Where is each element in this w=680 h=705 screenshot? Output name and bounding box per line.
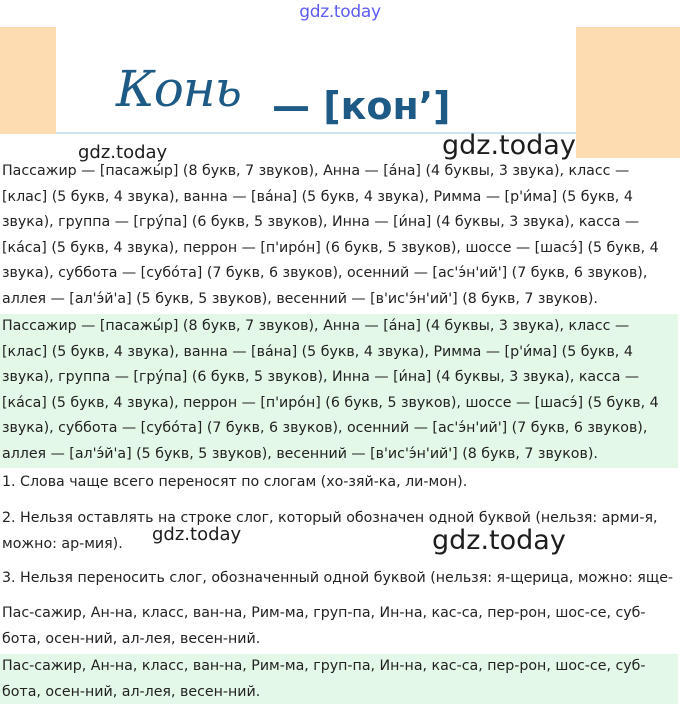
- paragraph-hyphenation: Пас-сажир, Ан-на, класс, ван-на, Рим-ма, груп-па, Ин-на, кас-са, пер-рон, шос-се, суб-бота, осен-ний, ал-лея, весен-ний.: [2, 605, 646, 647]
- decorative-peach-block-left: [0, 27, 56, 134]
- rule-1: 1. Слова чаще всего переносят по слогам (хо-зяй-ка, ли-мон).: [2, 474, 468, 490]
- rule-2: 2. Нельзя оставлять на строке слог, который обозначен одной буквой (нельзя: арми-я, можно: ар-мия).: [2, 510, 658, 552]
- rule-3: 3. Нельзя переносить слог, обозначенный одной буквой (нельзя: я-щерица, можно: яще-: [2, 570, 674, 586]
- title-script-word: Конь: [116, 60, 241, 118]
- watermark-top: gdz.today: [299, 2, 381, 22]
- watermark-header-large: gdz.today: [442, 130, 576, 161]
- watermark-mid-small: gdz.today: [152, 524, 242, 545]
- decorative-peach-block-right: [576, 27, 680, 158]
- watermark-mid-large: gdz.today: [432, 525, 566, 556]
- watermark-header-small: gdz.today: [78, 142, 168, 163]
- paragraph-transcriptions: Пассажир — [пасажы́р] (8 букв, 7 звуков), Анна — [а́на] (4 буквы, 3 звука), класс — [клас] (5 букв, 4 звука), ванна — [ва́на] (5 букв, 4 звука), Римма — [р'и́ма] (5 букв, 4 звука), группа — [гру́па] (6 букв, 5 звуков), Инна — [и́на] (4 буквы, 3 звука), касса — [ка́са] (5 букв, 4 звука), перрон — [п'иро́н] (6 букв, 5 звуков), шоссе — [шасэ́] (5 букв, 4 звука), суббота — [субо́та] (7 букв, 6 звуков), осенний — [ас'э́н'ий'] (7 букв, 6 звуков), аллея — [ал'э́й'а] (5 букв, 5 звуков), весенний — [в'ис'э́н'ий'] (8 букв, 7 звуков).: [2, 163, 659, 307]
- title-transcription: — [кон’]: [272, 84, 451, 128]
- paragraph-transcriptions-highlighted: Пассажир — [пасажы́р] (8 букв, 7 звуков), Анна — [а́на] (4 буквы, 3 звука), класс — [клас] (5 букв, 4 звука), ванна — [ва́на] (5 букв, 4 звука), Римма — [р'и́ма] (5 букв, 4 звука), группа — [гру́па] (6 букв, 5 звуков), Инна — [и́на] (4 буквы, 3 звука), касса — [ка́са] (5 букв, 4 звука), перрон — [п'иро́н] (6 букв, 5 звуков), шоссе — [шасэ́] (5 букв, 4 звука), суббота — [субо́та] (7 букв, 6 звуков), осенний — [ас'э́н'ий'] (7 букв, 6 звуков), аллея — [ал'э́й'а] (5 букв, 5 звуков), весенний — [в'ис'э́н'ий'] (8 букв, 7 звуков).: [0, 314, 678, 468]
- paragraph-hyphenation-highlighted: Пас-сажир, Ан-на, класс, ван-на, Рим-ма, груп-па, Ин-на, кас-са, пер-рон, шос-се, суб-бота, осен-ний, ал-лея, весен-ний.: [0, 654, 678, 704]
